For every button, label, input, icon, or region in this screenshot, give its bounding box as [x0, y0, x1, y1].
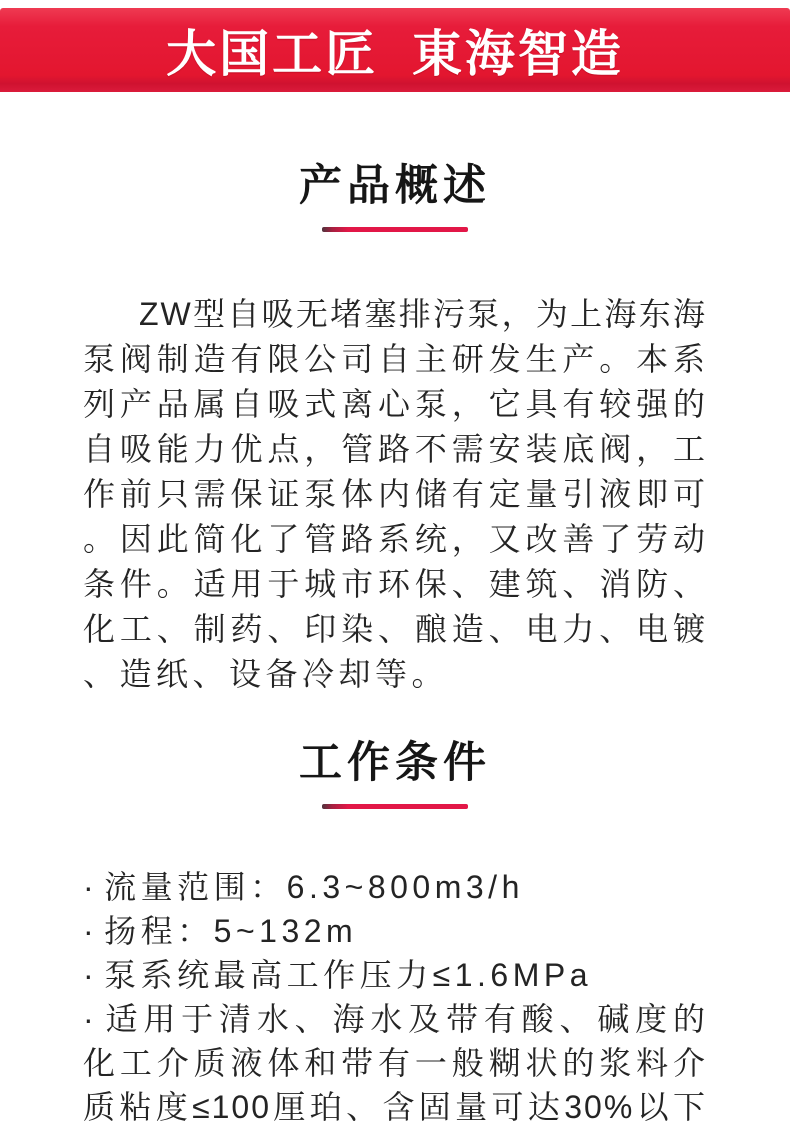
paragraph-line: 化工、制药、印染、酿造、电力、电镀 [83, 611, 707, 647]
overview-title: 产品概述 [299, 162, 491, 210]
condition-item [83, 909, 707, 953]
banner-title: 大国工匠 東海智造 [166, 26, 624, 82]
bullet-icon: · [83, 957, 99, 993]
condition-item [83, 865, 707, 909]
bullet-icon: · [83, 913, 99, 949]
conditions-title-underline [322, 804, 468, 809]
product-page [0, 8, 790, 1147]
conditions-section [0, 739, 790, 1129]
condition-text: 扬程：5~132m [104, 913, 358, 949]
condition-item-continuation: 化工介质液体和带有一般糊状的浆料介 [83, 1045, 707, 1081]
conditions-title: 工作条件 [299, 739, 491, 787]
overview-paragraph [83, 292, 707, 697]
conditions-list [83, 865, 707, 1129]
paragraph-line: ZW型自吸无堵塞排污泵，为上海东海 [139, 296, 707, 332]
brand-banner [0, 8, 790, 92]
overview-section [0, 162, 790, 697]
bullet-icon: · [83, 869, 99, 905]
paragraph-line: 条件。适用于城市环保、建筑、消防、 [83, 566, 707, 602]
condition-item [83, 997, 707, 1041]
condition-item-continuation: 质粘度≤100厘珀、含固量可达30%以下 [83, 1089, 707, 1125]
paragraph-line: 作前只需保证泵体内储有定量引液即可 [83, 476, 707, 512]
paragraph-line: 泵阀制造有限公司自主研发生产。本系 [83, 341, 707, 377]
overview-title-underline [322, 227, 468, 232]
paragraph-line: 、造纸、设备冷却等。 [83, 656, 449, 692]
paragraph-line: 自吸能力优点，管路不需安装底阀，工 [83, 431, 707, 467]
condition-text: 适用于清水、海水及带有酸、碱度的 [101, 1001, 707, 1037]
condition-text: 泵系统最高工作压力≤1.6MPa [104, 957, 593, 993]
bullet-icon: · [83, 1001, 96, 1037]
paragraph-line: 列产品属自吸式离心泵，它具有较强的 [83, 386, 707, 422]
paragraph-line: 。因此简化了管路系统，又改善了劳动 [83, 521, 707, 557]
condition-item [83, 953, 707, 997]
condition-text: 流量范围：6.3~800m3/h [104, 869, 524, 905]
